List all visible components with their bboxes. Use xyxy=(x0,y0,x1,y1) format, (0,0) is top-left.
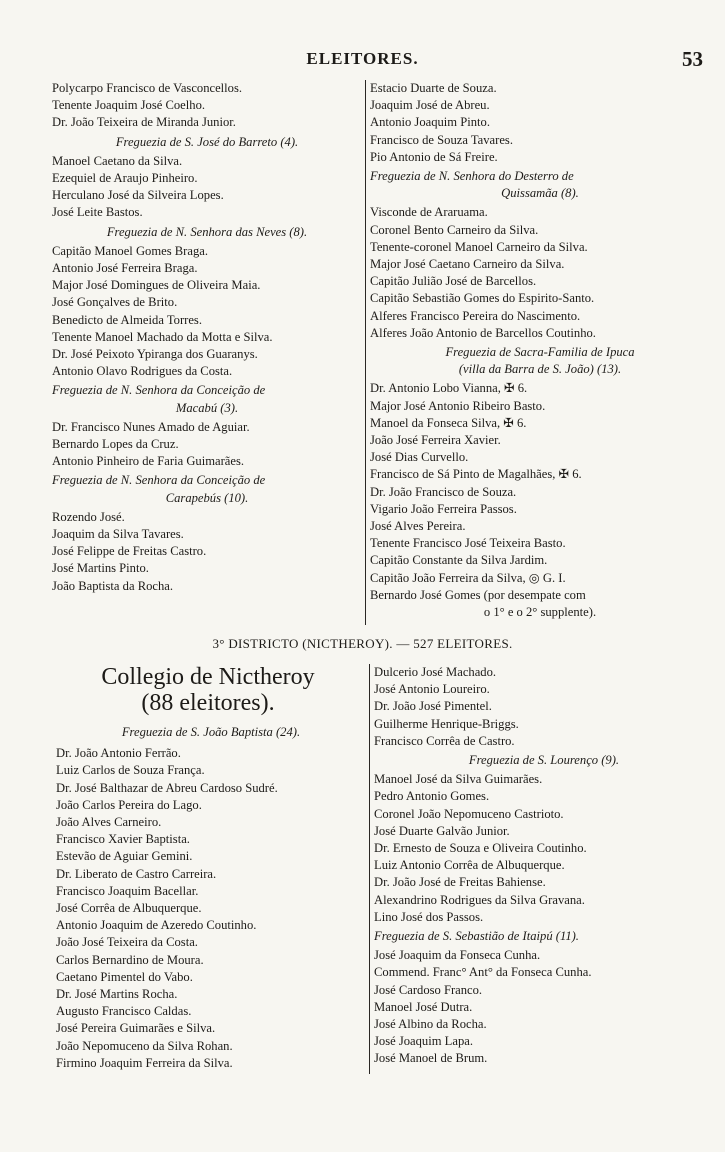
list-item: José Gonçalves de Brito. xyxy=(52,295,178,310)
parish-heading: Freguezia de N. Senhora das Neves (8). xyxy=(106,224,308,239)
list-item: Firmino Joaquim Ferreira da Silva. xyxy=(56,1055,233,1070)
list-item: Antonio Joaquim de Azeredo Coutinho. xyxy=(56,918,257,933)
list-item: Tenente Joaquim José Coelho. xyxy=(52,98,206,113)
list-item: Antonio José Ferreira Braga. xyxy=(52,261,198,276)
list-item: Dr. Francisco Nunes Amado de Aguiar. xyxy=(52,419,250,434)
parish-heading: Carapebús (10). xyxy=(165,490,249,505)
list-item: Antonio Olavo Rodrigues da Costa. xyxy=(52,364,233,379)
parish-heading: Quissamãa (8). xyxy=(501,186,579,201)
list-item: Joaquim da Silva Tavares. xyxy=(52,527,184,542)
list-item: Commend. Franc° Ant° da Fonseca Cunha. xyxy=(374,965,592,980)
list-item: Polycarpo Francisco de Vasconcellos. xyxy=(52,81,243,95)
list-item: Antonio Pinheiro de Faria Guimarães. xyxy=(52,454,245,469)
list-item: José Alves Pereira. xyxy=(370,519,466,534)
list-item: Dr. José Martins Rocha. xyxy=(56,987,178,1002)
list-item: Capitão Constante da Silva Jardim. xyxy=(370,553,548,568)
list-item: José Martins Pinto. xyxy=(52,561,149,576)
list-item: Manoel José Dutra. xyxy=(374,999,473,1014)
list-item: Vigario João Ferreira Passos. xyxy=(370,501,517,516)
college-title xyxy=(58,664,358,716)
list-item: Visconde de Araruama. xyxy=(370,205,488,220)
list-item: Dr. João Francisco de Souza. xyxy=(370,484,517,499)
list-item: José Cardoso Franco. xyxy=(374,982,483,997)
list-item: Manoel Caetano da Silva. xyxy=(52,153,183,168)
list-item: Dr. Ernesto de Souza e Oliveira Coutinho. xyxy=(374,841,587,856)
list-item: Dr. Liberato de Castro Carreira. xyxy=(56,866,217,881)
column-rule xyxy=(365,80,366,625)
list-item: Capitão Sebastião Gomes do Espirito-Santo. xyxy=(370,291,595,306)
parish-heading: Freguezia de S. Lourenço (9). xyxy=(468,753,620,768)
list-item: Pio Antonio de Sá Freire. xyxy=(370,149,498,164)
list-item: Manoel da Fonseca Silva, ✠ 6. xyxy=(370,415,527,430)
list-item: Pedro Antonio Gomes. xyxy=(374,789,490,804)
list-item: Ezequiel de Araujo Pinheiro. xyxy=(52,171,198,186)
list-item: Dr. José Peixoto Ypiranga dos Guaranys. xyxy=(52,347,258,362)
list-item: Capitão João Ferreira da Silva, ◎ G. I. xyxy=(370,570,566,585)
college-title-line: Collegio de Nictheroy xyxy=(101,664,315,690)
list-item: Manoel José da Silva Guimarães. xyxy=(374,772,543,787)
list-item: Dr. João Teixeira de Miranda Junior. xyxy=(52,115,236,130)
list-item: João Carlos Pereira do Lago. xyxy=(56,797,202,812)
list-item: Major José Caetano Carneiro da Silva. xyxy=(370,257,565,272)
list-item: João José Ferreira Xavier. xyxy=(370,433,501,448)
parish-heading: Macabú (3). xyxy=(175,400,239,415)
list-item: Dr. João José Pimentel. xyxy=(374,699,492,714)
list-item: Estevão de Aguiar Gemini. xyxy=(56,849,193,864)
list-item: José Antonio Loureiro. xyxy=(374,682,490,697)
parish-heading: Freguezia de N. Senhora da Conceição de xyxy=(52,383,266,398)
list-item: Herculano José da Silveira Lopes. xyxy=(52,188,224,203)
page-number: 53 xyxy=(682,47,703,71)
list-item: Alferes Francisco Pereira do Nascimento. xyxy=(370,308,581,323)
list-item: Coronel João Nepomuceno Castrioto. xyxy=(374,806,564,821)
list-item: José Manoel de Brum. xyxy=(374,1051,488,1066)
list-item: Lino José dos Passos. xyxy=(374,909,484,924)
list-item: Benedicto de Almeida Torres. xyxy=(52,312,202,327)
list-item: Francisco Corrêa de Castro. xyxy=(374,733,515,748)
list-item: José Leite Bastos. xyxy=(52,205,143,220)
bottom-right-column xyxy=(374,664,714,1068)
list-item: Major José Domingues de Oliveira Maia. xyxy=(52,278,261,293)
bottom-left-column xyxy=(56,724,366,1072)
list-item: Dr. José Balthazar de Abreu Cardoso Sudré. xyxy=(56,780,278,795)
list-item: José Dias Curvello. xyxy=(370,450,469,465)
list-item: Capitão Julião José de Barcellos. xyxy=(370,274,537,289)
list-item: Guilherme Henrique-Briggs. xyxy=(374,716,519,731)
district-heading: 3° DISTRICTO (NICTHEROY). — 527 ELEITORES. xyxy=(212,636,513,651)
parish-heading: Freguezia de N. Senhora da Conceição de xyxy=(52,473,266,488)
list-item: Alferes João Antonio de Barcellos Coutinho. xyxy=(370,325,596,340)
list-item: Bernardo José Gomes (por desempate com xyxy=(370,587,586,602)
list-item: Tenente-coronel Manoel Carneiro da Silva. xyxy=(370,239,588,254)
list-item: Joaquim José de Abreu. xyxy=(370,98,490,113)
list-item: o 1° e o 2° supplente). xyxy=(483,605,597,620)
list-item: Rozendo José. xyxy=(52,509,125,524)
college-subtitle: (88 eleitores). xyxy=(141,690,275,716)
list-item: Alexandrino Rodrigues da Silva Gravana. xyxy=(374,892,585,907)
parish-heading: Freguezia de S. João Baptista (24). xyxy=(121,725,301,739)
top-left-column xyxy=(52,80,362,595)
list-item: João Nepomuceno da Silva Rohan. xyxy=(56,1038,233,1053)
list-item: Caetano Pimentel do Vabo. xyxy=(56,969,193,984)
list-item: Dr. João Antonio Ferrão. xyxy=(56,746,181,761)
list-item: Francisco de Sá Pinto de Magalhães, ✠ 6. xyxy=(370,467,582,482)
list-item: Capitão Manoel Gomes Braga. xyxy=(52,243,208,258)
list-item: José Joaquim da Fonseca Cunha. xyxy=(374,948,541,963)
list-item: José Felippe de Freitas Castro. xyxy=(52,544,207,559)
list-item: José Pereira Guimarães e Silva. xyxy=(56,1021,216,1036)
list-item: Francisco de Souza Tavares. xyxy=(370,132,513,147)
parish-heading: Freguezia de S. José do Barreto (4). xyxy=(115,134,299,149)
list-item: João José Teixeira da Costa. xyxy=(56,935,198,950)
column-rule xyxy=(369,664,370,1074)
list-item: Carlos Bernardino de Moura. xyxy=(56,952,204,967)
parish-heading: Freguezia de N. Senhora do Desterro de xyxy=(370,169,574,184)
parish-heading: (villa da Barra de S. João) (13). xyxy=(458,362,622,377)
list-item: Antonio Joaquim Pinto. xyxy=(370,115,490,130)
list-item: José Joaquim Lapa. xyxy=(374,1034,473,1049)
list-item: Luiz Carlos de Souza França. xyxy=(56,763,205,778)
list-item: Major José Antonio Ribeiro Basto. xyxy=(370,398,546,413)
list-item: José Corrêa de Albuquerque. xyxy=(56,901,202,916)
list-item: Francisco Xavier Baptista. xyxy=(56,832,190,847)
list-item: João Alves Carneiro. xyxy=(56,815,162,830)
list-item: Dr. Antonio Lobo Vianna, ✠ 6. xyxy=(370,381,528,396)
list-item: Tenente Francisco José Teixeira Basto. xyxy=(370,536,566,551)
list-item: Luiz Antonio Corrêa de Albuquerque. xyxy=(374,858,565,873)
list-item: Augusto Francisco Caldas. xyxy=(56,1004,192,1019)
top-right-column xyxy=(370,80,710,621)
list-item: José Albino da Rocha. xyxy=(374,1017,487,1032)
list-item: Coronel Bento Carneiro da Silva. xyxy=(370,222,539,237)
list-item: Dr. João José de Freitas Bahiense. xyxy=(374,875,546,890)
list-item: José Duarte Galvão Junior. xyxy=(374,823,510,838)
parish-heading: Freguezia de S. Sebastião de Itaipú (11). xyxy=(374,929,579,944)
list-item: Estacio Duarte de Souza. xyxy=(370,81,497,95)
list-item: João Baptista da Rocha. xyxy=(52,578,174,593)
list-item: Tenente Manoel Machado da Motta e Silva. xyxy=(52,329,273,344)
list-item: Bernardo Lopes da Cruz. xyxy=(52,437,179,452)
running-header: ELEITORES. xyxy=(306,49,419,68)
list-item: Dulcerio José Machado. xyxy=(374,665,497,679)
parish-heading: Freguezia de Sacra-Familia de Ipuca xyxy=(445,345,635,360)
list-item: Francisco Joaquim Bacellar. xyxy=(56,883,199,898)
